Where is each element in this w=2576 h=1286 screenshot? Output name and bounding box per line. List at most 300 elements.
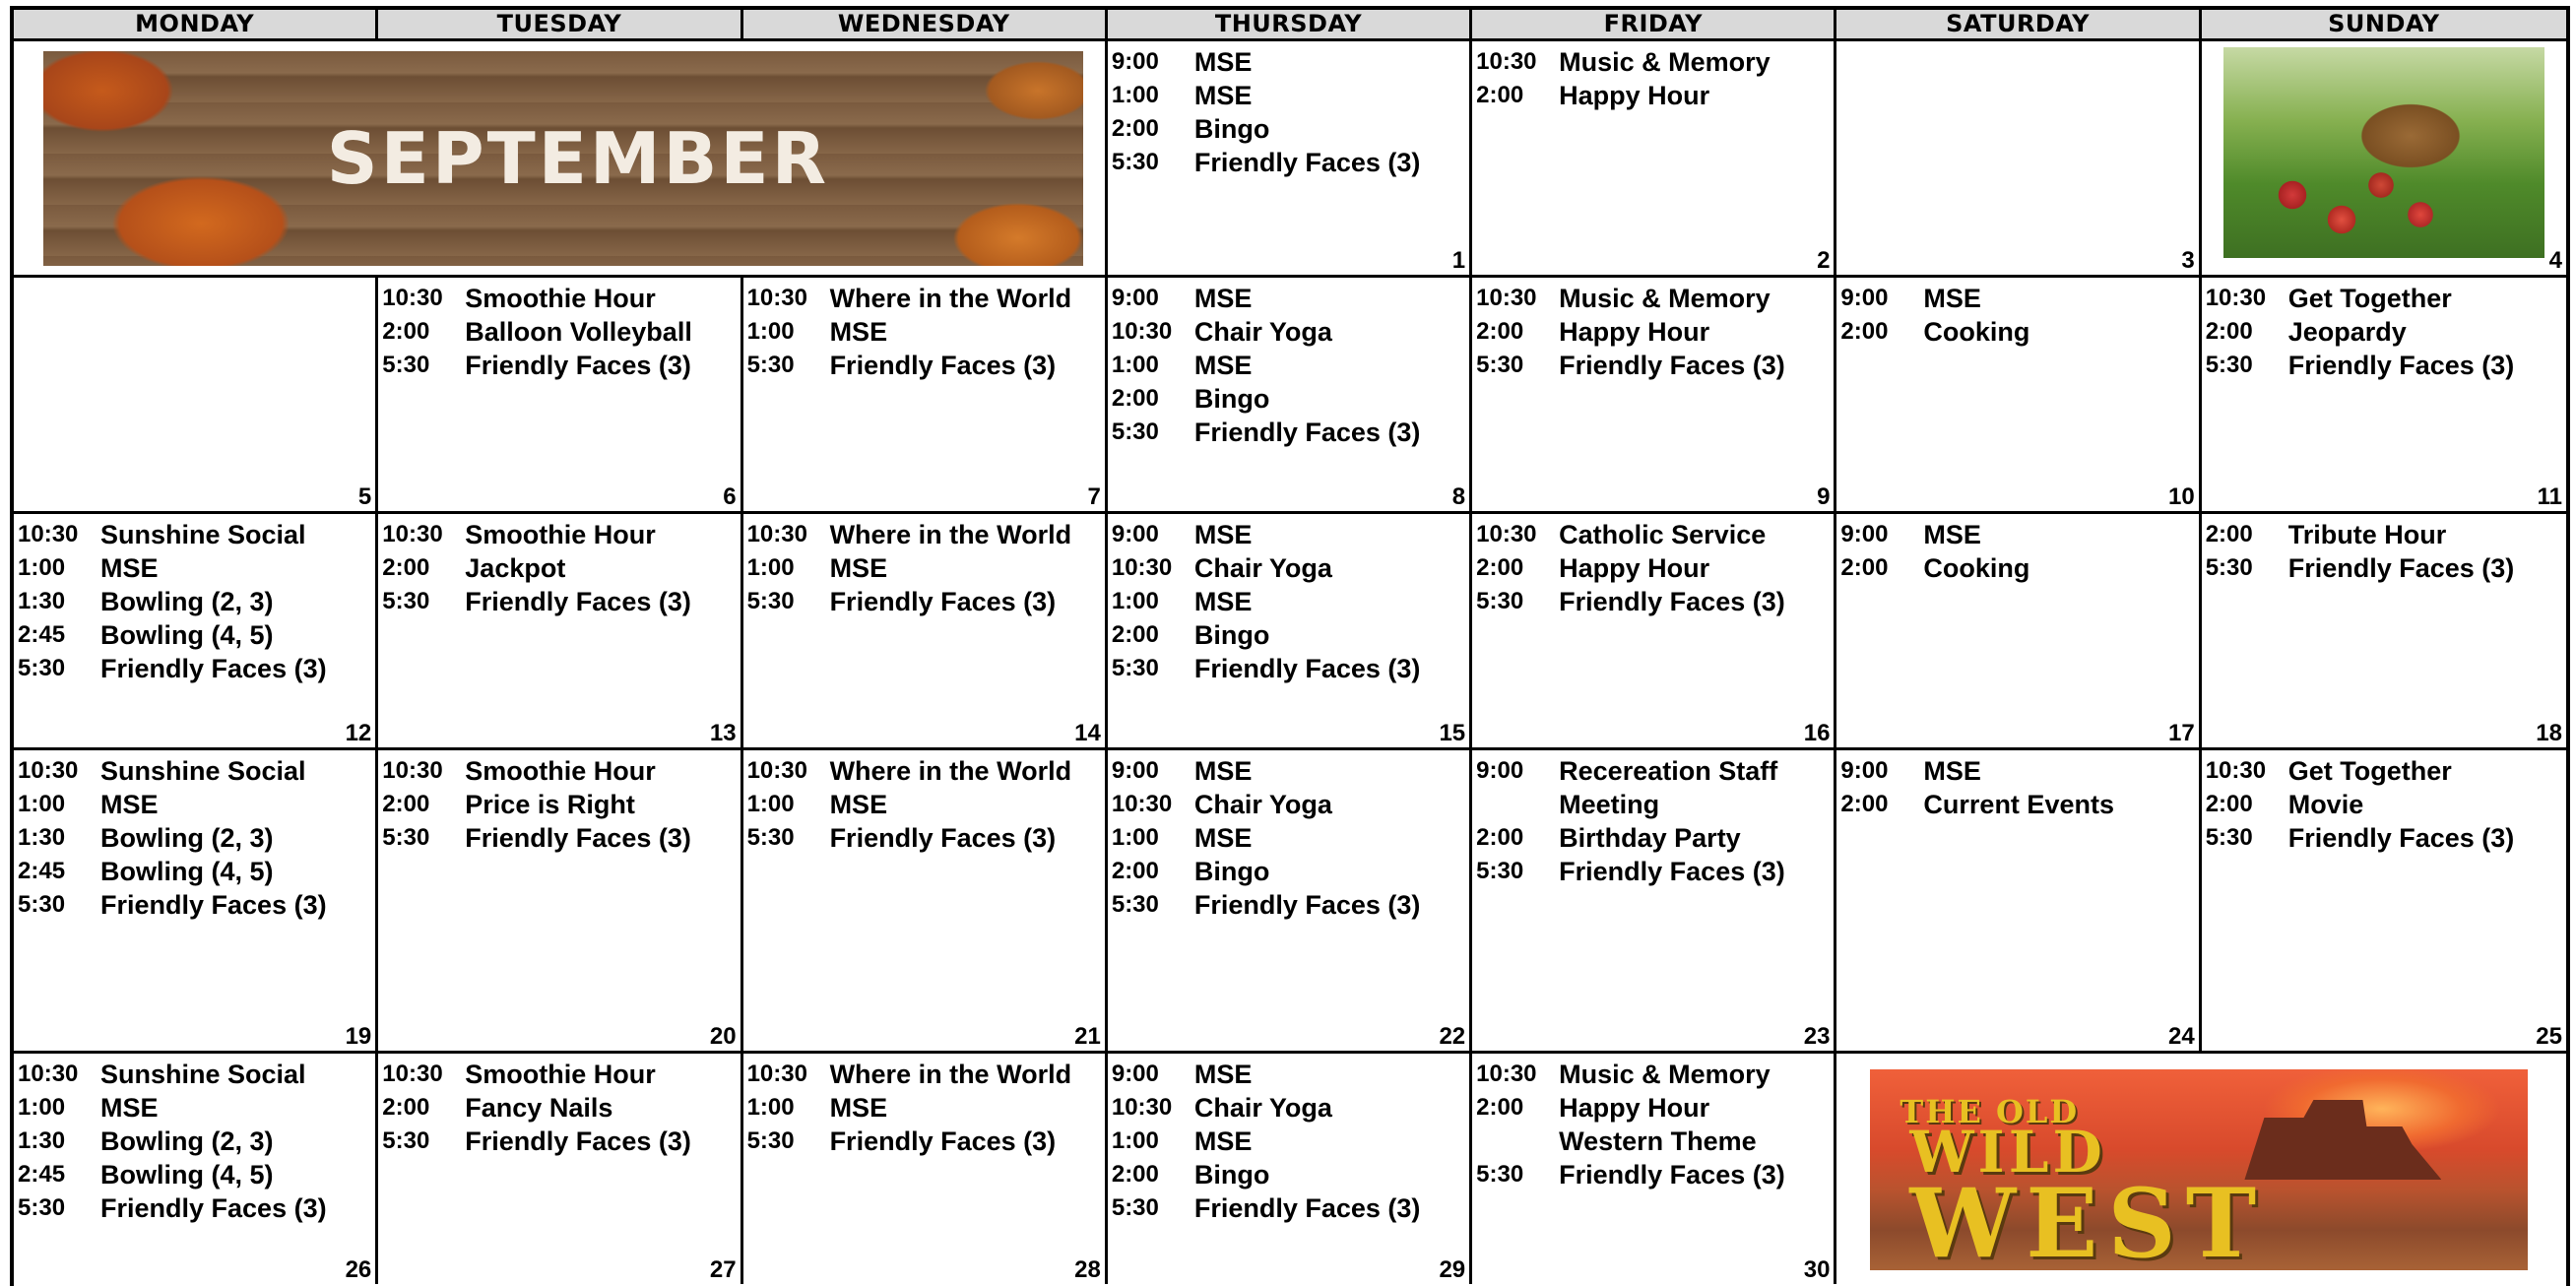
event-row <box>378 821 740 855</box>
event-row <box>378 1091 740 1125</box>
event-name: Bowling (2, 3) <box>100 587 274 616</box>
event-row <box>743 788 1105 821</box>
day-number: 30 <box>1803 1256 1831 1283</box>
event-name: MSE <box>1923 756 1981 786</box>
event-name: Happy Hour <box>1559 317 1710 347</box>
day-cell <box>1836 278 2201 514</box>
event-time: 1:00 <box>18 554 66 581</box>
event-name: Get Together <box>2287 284 2452 313</box>
event-list <box>2202 514 2566 585</box>
event-time <box>1476 788 1559 821</box>
event-time: 5:30 <box>1111 418 1159 445</box>
event-time: 10:30 <box>1111 791 1173 817</box>
event-time: 1:00 <box>1111 352 1159 378</box>
event-list <box>1836 750 2198 821</box>
event-time: 9:00 <box>1111 1061 1159 1087</box>
event-row <box>743 518 1105 551</box>
event-name: Where in the World <box>829 1060 1072 1089</box>
event-time: 10:30 <box>746 521 807 547</box>
event-row <box>743 1091 1105 1125</box>
event-row <box>1108 618 1469 652</box>
event-time: 5:30 <box>1476 858 1524 884</box>
event-row <box>14 1125 375 1158</box>
event-time: 1:30 <box>18 588 66 614</box>
day-cell <box>1836 514 2201 750</box>
event-time: 2:00 <box>1111 1161 1159 1188</box>
activity-calendar <box>10 6 2570 1286</box>
day-number: 18 <box>2536 720 2562 746</box>
event-row <box>2202 518 2566 551</box>
event-list <box>1108 514 1469 685</box>
header-friday: FRIDAY <box>1472 10 1836 38</box>
event-name: Chair Yoga <box>1193 317 1332 347</box>
event-row <box>1472 788 1834 821</box>
event-row <box>378 315 740 349</box>
event-list <box>1836 41 2198 45</box>
event-name: Birthday Party <box>1559 823 1741 853</box>
day-number: 24 <box>2168 1023 2195 1050</box>
event-time: 5:30 <box>1111 655 1159 681</box>
event-name: MSE <box>1923 520 1981 549</box>
event-name: Jeopardy <box>2287 317 2407 347</box>
event-list <box>1472 1054 1834 1191</box>
event-name: MSE <box>1193 351 1253 380</box>
event-row <box>1108 382 1469 416</box>
event-name: Bowling (4, 5) <box>100 1160 274 1190</box>
day-number: 23 <box>1803 1023 1831 1050</box>
event-time: 10:30 <box>1476 285 1537 311</box>
event-name: Catholic Service <box>1559 520 1767 549</box>
event-row <box>1472 79 1834 112</box>
event-list <box>378 514 740 618</box>
day-cell <box>1472 514 1836 750</box>
event-time: 5:30 <box>746 824 795 851</box>
event-list <box>1836 278 2198 349</box>
day-number: 19 <box>345 1023 372 1050</box>
header-thursday: THURSDAY <box>1108 10 1472 38</box>
event-time: 5:30 <box>1476 588 1524 614</box>
day-number: 7 <box>1087 483 1101 510</box>
event-time: 10:30 <box>1476 521 1537 547</box>
event-time: 2:00 <box>1476 318 1524 345</box>
event-row <box>743 1125 1105 1158</box>
event-name: Jackpot <box>465 553 566 583</box>
event-list <box>1108 41 1469 179</box>
day-number: 3 <box>2181 247 2195 274</box>
event-time: 10:30 <box>746 1061 807 1087</box>
day-number: 15 <box>1439 720 1466 746</box>
event-name: Happy Hour <box>1559 81 1710 110</box>
event-row <box>1836 754 2198 788</box>
event-row <box>14 821 375 855</box>
event-time: 10:30 <box>1476 48 1537 75</box>
day-cell <box>1108 750 1472 1054</box>
header-saturday: SATURDAY <box>1836 10 2201 38</box>
event-time: 10:30 <box>2205 757 2267 784</box>
event-list <box>378 278 740 382</box>
event-row <box>1472 45 1834 79</box>
event-name: Friendly Faces (3) <box>2287 553 2515 583</box>
day-number: 6 <box>723 483 737 510</box>
day-number: 10 <box>2168 483 2195 510</box>
event-name: Bingo <box>1193 114 1270 144</box>
header-tuesday: TUESDAY <box>378 10 742 38</box>
event-name: MSE <box>100 553 159 583</box>
event-name: Bowling (2, 3) <box>100 823 274 853</box>
event-name: Friendly Faces (3) <box>465 823 691 853</box>
day-cell <box>14 1054 378 1284</box>
event-row <box>1108 652 1469 685</box>
event-time: 10:30 <box>1111 554 1173 581</box>
event-name: Friendly Faces (3) <box>1193 148 1421 177</box>
day-number: 14 <box>1074 720 1101 746</box>
event-time: 5:30 <box>2205 352 2253 378</box>
day-number: 27 <box>709 1256 737 1283</box>
day-cell <box>1108 278 1472 514</box>
day-cell <box>743 278 1108 514</box>
event-time: 2:00 <box>382 1094 430 1121</box>
day-cell <box>14 514 378 750</box>
day-number: 9 <box>1817 483 1831 510</box>
event-name: MSE <box>829 553 888 583</box>
event-name: Smoothie Hour <box>465 756 656 786</box>
event-name: Chair Yoga <box>1193 790 1332 819</box>
event-time: 5:30 <box>746 1127 795 1154</box>
september-banner-cell <box>14 41 1108 278</box>
event-name: Bowling (2, 3) <box>100 1126 274 1156</box>
event-time: 5:30 <box>18 1194 66 1221</box>
event-row <box>378 551 740 585</box>
event-time: 10:30 <box>18 757 79 784</box>
event-name: Bingo <box>1193 384 1270 414</box>
event-time: 5:30 <box>746 352 795 378</box>
event-name: Friendly Faces (3) <box>1559 857 1785 886</box>
event-time: 5:30 <box>2205 554 2253 581</box>
event-name: Movie <box>2287 790 2364 819</box>
event-time: 2:00 <box>2205 318 2253 345</box>
event-row <box>1108 416 1469 449</box>
event-row <box>14 1091 375 1125</box>
event-time: 10:30 <box>746 285 807 311</box>
event-row <box>14 754 375 788</box>
event-name: Price is Right <box>465 790 635 819</box>
event-name: Smoothie Hour <box>465 1060 656 1089</box>
event-time: 9:00 <box>1111 757 1159 784</box>
day-cell <box>378 278 742 514</box>
day-cell <box>14 750 378 1054</box>
event-name: Where in the World <box>829 520 1072 549</box>
event-row <box>743 551 1105 585</box>
event-time: 10:30 <box>1111 1094 1173 1121</box>
event-row <box>14 855 375 888</box>
event-row <box>2202 315 2566 349</box>
event-row <box>1108 888 1469 922</box>
event-time <box>1476 1125 1559 1158</box>
event-time: 1:00 <box>1111 1127 1159 1154</box>
event-time: 2:00 <box>2205 521 2253 547</box>
event-list <box>1108 750 1469 922</box>
event-row <box>14 1058 375 1091</box>
event-time: 2:00 <box>1111 621 1159 648</box>
event-row <box>1472 855 1834 888</box>
event-list <box>743 1054 1105 1158</box>
event-time: 9:00 <box>1476 757 1524 784</box>
day-number: 25 <box>2536 1023 2562 1050</box>
event-time: 5:30 <box>18 891 66 918</box>
event-time: 10:30 <box>1476 1061 1537 1087</box>
event-row <box>1472 1058 1834 1091</box>
event-list <box>2202 41 2566 45</box>
event-name: Cooking <box>1923 553 2030 583</box>
event-list <box>1472 750 1834 888</box>
event-name: Tribute Hour <box>2287 520 2447 549</box>
event-time: 2:00 <box>1476 824 1524 851</box>
day-cell <box>14 278 378 514</box>
day-cell <box>1836 750 2201 1054</box>
event-row <box>2202 754 2566 788</box>
event-row <box>1108 754 1469 788</box>
wild-west-banner-cell <box>1836 1054 2566 1284</box>
day-cell <box>743 750 1108 1054</box>
event-name: Bingo <box>1193 620 1270 650</box>
event-name: MSE <box>1193 823 1253 853</box>
event-row <box>1108 1125 1469 1158</box>
event-time: 1:00 <box>1111 588 1159 614</box>
event-name: MSE <box>1193 520 1253 549</box>
event-name: MSE <box>1193 587 1253 616</box>
event-row <box>1108 518 1469 551</box>
event-row <box>14 551 375 585</box>
event-name: Friendly Faces (3) <box>465 351 691 380</box>
event-time: 2:00 <box>1840 554 1889 581</box>
event-time: 9:00 <box>1111 521 1159 547</box>
event-name: Chair Yoga <box>1193 553 1332 583</box>
event-row <box>1836 282 2198 315</box>
event-time: 5:30 <box>2205 824 2253 851</box>
event-time: 2:45 <box>18 858 66 884</box>
day-number: 28 <box>1074 1256 1101 1283</box>
event-row <box>1108 146 1469 179</box>
event-row <box>1472 1125 1834 1158</box>
day-cell <box>1108 1054 1472 1284</box>
event-row <box>1472 518 1834 551</box>
event-name: Fancy Nails <box>465 1093 613 1123</box>
event-list <box>743 750 1105 855</box>
event-name: Where in the World <box>829 284 1072 313</box>
event-row <box>14 1158 375 1191</box>
day-cell <box>1472 41 1836 278</box>
month-title: SEPTEMBER <box>326 117 830 200</box>
event-time: 9:00 <box>1111 48 1159 75</box>
event-name: Friendly Faces (3) <box>829 823 1057 853</box>
day-number: 2 <box>1817 247 1831 274</box>
event-row <box>743 585 1105 618</box>
banner-line-3: WEST <box>1909 1168 2267 1279</box>
event-list <box>743 514 1105 618</box>
event-name: Friendly Faces (3) <box>829 587 1057 616</box>
day-number: 16 <box>1803 720 1831 746</box>
event-name: MSE <box>829 790 888 819</box>
event-row <box>743 821 1105 855</box>
event-row <box>1108 112 1469 146</box>
event-list <box>1472 278 1834 382</box>
event-list <box>14 278 375 282</box>
event-time: 9:00 <box>1111 285 1159 311</box>
event-name: Recereation Staff <box>1559 756 1778 786</box>
event-list <box>1108 278 1469 449</box>
header-wednesday: WEDNESDAY <box>743 10 1108 38</box>
event-row <box>2202 551 2566 585</box>
event-row <box>1108 1158 1469 1191</box>
event-list <box>14 1054 375 1225</box>
header-monday: MONDAY <box>14 10 378 38</box>
event-row <box>14 788 375 821</box>
event-row <box>1108 1091 1469 1125</box>
event-time: 2:00 <box>2205 791 2253 817</box>
event-time: 5:30 <box>382 1127 430 1154</box>
event-row <box>1472 754 1834 788</box>
event-row <box>1836 315 2198 349</box>
event-name: MSE <box>1193 284 1253 313</box>
event-list <box>378 1054 740 1158</box>
event-row <box>378 754 740 788</box>
event-row <box>1108 282 1469 315</box>
event-row <box>14 618 375 652</box>
event-row <box>1108 315 1469 349</box>
event-row <box>14 518 375 551</box>
event-time: 5:30 <box>1476 1161 1524 1188</box>
event-time: 10:30 <box>746 757 807 784</box>
event-row <box>14 1191 375 1225</box>
event-time: 2:00 <box>1111 858 1159 884</box>
event-row <box>14 888 375 922</box>
event-time: 10:30 <box>18 1061 79 1087</box>
day-cell <box>1108 514 1472 750</box>
event-name: MSE <box>100 1093 159 1123</box>
event-row <box>378 1058 740 1091</box>
day-cell <box>2202 514 2566 750</box>
event-row <box>2202 282 2566 315</box>
weekday-header <box>14 10 2566 41</box>
event-name: Sunshine Social <box>100 520 306 549</box>
event-name: MSE <box>1193 1126 1253 1156</box>
event-name: Friendly Faces (3) <box>1559 351 1785 380</box>
event-time: 1:00 <box>746 791 795 817</box>
event-list <box>14 514 375 685</box>
day-cell <box>743 1054 1108 1284</box>
day-number: 5 <box>357 483 372 510</box>
event-row <box>1472 821 1834 855</box>
event-time: 10:30 <box>382 285 443 311</box>
event-name: Chair Yoga <box>1193 1093 1332 1123</box>
event-name: Bowling (4, 5) <box>100 620 274 650</box>
event-row <box>743 754 1105 788</box>
event-row <box>1108 821 1469 855</box>
event-time: 10:30 <box>382 757 443 784</box>
event-list <box>1836 514 2198 585</box>
event-name: Friendly Faces (3) <box>100 1193 327 1223</box>
event-row <box>378 1125 740 1158</box>
event-time: 2:45 <box>18 1161 66 1188</box>
event-row <box>378 585 740 618</box>
event-time: 2:00 <box>1840 318 1889 345</box>
event-name: MSE <box>1193 1060 1253 1089</box>
event-row <box>1472 315 1834 349</box>
event-name: Friendly Faces (3) <box>1193 418 1421 447</box>
event-time: 5:30 <box>1476 352 1524 378</box>
event-row <box>1472 349 1834 382</box>
day-cell <box>1472 278 1836 514</box>
day-number: 29 <box>1439 1256 1466 1283</box>
day-cell <box>743 514 1108 750</box>
event-row <box>1836 788 2198 821</box>
event-row <box>743 1058 1105 1091</box>
event-time: 5:30 <box>1111 149 1159 175</box>
event-row <box>2202 349 2566 382</box>
day-number: 8 <box>1451 483 1466 510</box>
event-time: 10:30 <box>1111 318 1173 345</box>
event-time: 5:30 <box>1111 1194 1159 1221</box>
event-row <box>1836 551 2198 585</box>
event-name: Bingo <box>1193 1160 1270 1190</box>
event-row <box>1472 1091 1834 1125</box>
event-name: Bowling (4, 5) <box>100 857 274 886</box>
event-name: Balloon Volleyball <box>465 317 692 347</box>
event-name: MSE <box>1193 81 1253 110</box>
event-name: Music & Memory <box>1559 47 1771 77</box>
day-number: 26 <box>345 1256 372 1283</box>
event-time: 5:30 <box>382 588 430 614</box>
banner-line-2: WILD <box>1909 1119 2106 1186</box>
event-time: 10:30 <box>18 521 79 547</box>
event-time: 5:30 <box>746 588 795 614</box>
event-list <box>378 750 740 855</box>
event-time: 2:00 <box>1111 115 1159 142</box>
event-time: 9:00 <box>1840 285 1889 311</box>
event-name: Friendly Faces (3) <box>1559 1160 1785 1190</box>
event-time: 1:00 <box>18 1094 66 1121</box>
event-name: Friendly Faces (3) <box>829 351 1057 380</box>
day-number: 1 <box>1451 247 1466 274</box>
mesa-rock-shape <box>2244 1091 2441 1180</box>
event-time: 9:00 <box>1840 521 1889 547</box>
event-time: 2:00 <box>1476 1094 1524 1121</box>
event-name: MSE <box>100 790 159 819</box>
day-number: 12 <box>345 720 372 746</box>
day-number: 22 <box>1439 1023 1466 1050</box>
event-name: Where in the World <box>829 756 1072 786</box>
event-name: MSE <box>1193 756 1253 786</box>
event-name: Friendly Faces (3) <box>465 587 691 616</box>
event-list <box>2202 278 2566 382</box>
event-name: Happy Hour <box>1559 1093 1710 1123</box>
apple-basket-image <box>2223 47 2544 258</box>
day-cell <box>1836 41 2201 278</box>
event-row <box>1108 79 1469 112</box>
event-name: Music & Memory <box>1559 284 1771 313</box>
event-time: 2:00 <box>1476 82 1524 108</box>
day-number: 4 <box>2548 247 2562 274</box>
event-name: Friendly Faces (3) <box>2287 351 2515 380</box>
day-cell <box>1108 41 1472 278</box>
event-list <box>1472 514 1834 618</box>
event-row <box>378 518 740 551</box>
event-row <box>1108 1191 1469 1225</box>
event-time: 2:00 <box>382 554 430 581</box>
event-name: Meeting <box>1559 790 1660 819</box>
event-name: Friendly Faces (3) <box>1559 587 1785 616</box>
event-name: Friendly Faces (3) <box>465 1126 691 1156</box>
